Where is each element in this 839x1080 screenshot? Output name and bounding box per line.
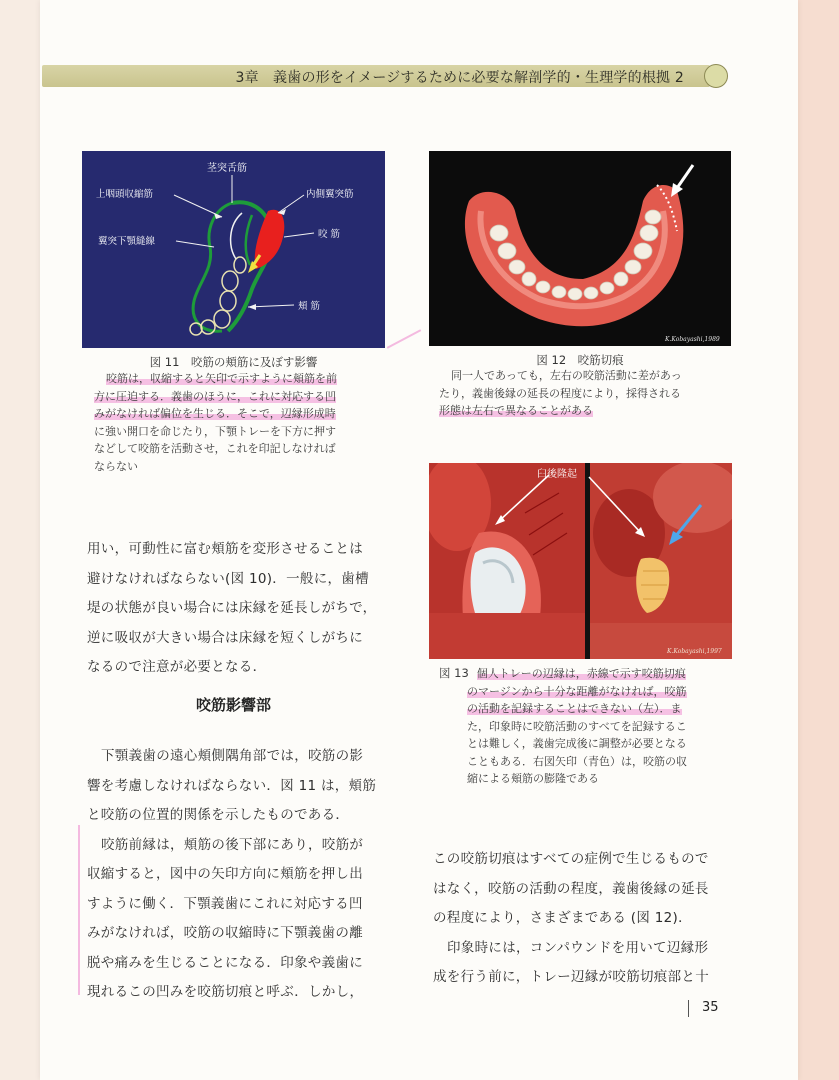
- fig11-caption-line-1: 咬筋は，収縮すると矢印で示すように頬筋を前: [106, 372, 337, 385]
- left-para2-line-6: すように働く．下顎義歯にこれに対応する凹: [87, 895, 363, 912]
- left-column-paragraph-1: [87, 535, 397, 683]
- figure-13-caption-title: 図 13: [439, 666, 469, 680]
- figure-11-caption-title: 図 11 咬筋の頬筋に及ぼす影響: [149, 355, 318, 369]
- right-column-paragraph: [433, 845, 743, 993]
- left-para2-line-8: 脱や痛みを生じることになる．印象や義歯に: [87, 954, 363, 971]
- figure-13-credit: K.Kobayashi,1997: [667, 648, 722, 655]
- fig11-caption-line-2: 方に圧迫する．義歯のほうに，これに対応する凹: [94, 389, 336, 403]
- page-number: 35: [702, 1000, 719, 1015]
- right-line-3: の程度により，さまざまである (図 12)．: [433, 910, 692, 926]
- fig11-caption-line-5: などして咬筋を活動させ，これを印記しなければ: [94, 442, 336, 455]
- figure-11-caption-body: [94, 370, 394, 475]
- fig12-caption-line-1: 同一人であっても，左右の咬筋活動に差があっ: [451, 369, 682, 382]
- pink-margin-line: [78, 825, 80, 995]
- label-pterygomandibular-raphe: 翼突下顎縫線: [98, 236, 156, 247]
- right-line-2: はなく，咬筋の活動の程度，義歯後縁の延長: [433, 880, 709, 897]
- chapter-header-title: 3章 義歯の形をイメージするために必要な解剖学的・生理学的根拠 2: [235, 70, 684, 86]
- label-medial-pterygoid: 内側翼突筋: [306, 189, 354, 200]
- section-heading-masseter-area: 咬筋影響部: [196, 696, 272, 714]
- label-superior-constrictor: 上咽頭収縮筋: [96, 189, 154, 200]
- page-number-separator: [688, 1000, 689, 1017]
- left-para1-line-4: 逆に吸収が大きい場合は床縁を短くしがちに: [87, 629, 363, 646]
- left-para1-line-5: なるので注意が必要となる．: [87, 659, 267, 675]
- figure-12-photo: [429, 151, 731, 346]
- left-margin: [0, 0, 40, 1080]
- fig13-caption-line-5: とは難しく，義歯完成後に調整が必要となる: [467, 737, 687, 750]
- left-para2-line-7: みがなければ，咬筋の収縮時に下顎義歯の離: [87, 925, 363, 941]
- label-buccinator: 頬 筋: [298, 301, 321, 312]
- figure-12-svg: [429, 151, 731, 346]
- left-para2-line-2: 響を考慮しなければならない．図 11 は，頬筋: [87, 777, 377, 794]
- left-para2-line-9: 現れるこの凹みを咬筋切痕と呼ぶ．しかし，: [87, 984, 364, 1000]
- figure-13-photo: [429, 463, 732, 659]
- figure-12-caption-body: [439, 367, 739, 420]
- figure-13-svg: [429, 463, 732, 659]
- fig13-caption-line-6: こともある．右図矢印（青色）は，咬筋の収: [467, 754, 687, 768]
- right-line-5: 成を行う前に，トレー辺縁が咬筋切痕部と十: [433, 969, 709, 985]
- fig11-caption-line-3: みがなければ偏位を生じる．そこで，辺縁形成時: [94, 407, 336, 420]
- fig12-caption-line-2: たり，義歯後縁の延長の程度により，採得される: [439, 386, 681, 400]
- right-line-1: この咬筋切痕はすべての症例で生じるもので: [433, 851, 709, 867]
- right-line-4: 印象時には，コンパウンドを用いて辺縁形: [447, 939, 709, 956]
- left-para1-line-2: 避けなければならない(図 10)．一般に，歯槽: [87, 570, 369, 587]
- left-para2-line-1: 下顎義歯の遠心頬側隅角部では，咬筋の影: [101, 748, 364, 764]
- figure-11-diagram: [82, 151, 385, 348]
- fig12-caption-line-3: 形態は左右で異なることがある: [439, 404, 593, 417]
- fig13-caption-line-4: た，印象時に咬筋活動のすべてを記録するこ: [467, 719, 687, 733]
- header-circle-ornament: [704, 64, 728, 88]
- figure-12-credit: K.Kobayashi,1989: [665, 336, 720, 343]
- fig11-caption-line-4: に強い開口を命じたり，下顎トレーを下方に押す: [94, 424, 336, 438]
- label-stylohyoid: 茎突舌筋: [207, 163, 247, 174]
- fig11-caption-line-6: ならない: [94, 459, 138, 473]
- figure-11-svg: [82, 151, 385, 348]
- right-margin: [798, 0, 839, 1080]
- chapter-header-bar: [42, 65, 710, 87]
- left-para2-line-4: 咬筋前縁は，頬筋の後下部にあり，咬筋が: [101, 836, 364, 853]
- fig13-caption-line-7: 縮による頬筋の膨隆である: [467, 772, 599, 785]
- fig13-caption-line-3: の活動を記録することはできない（左）．ま: [467, 702, 682, 715]
- left-para1-line-1: 用い，可動性に富む頬筋を変形させることは: [87, 541, 363, 557]
- figure-12-caption-title: 図 12 咬筋切痕: [536, 353, 624, 367]
- left-column-paragraph-2: [87, 742, 397, 1008]
- figure-13-label: 臼後隆起: [537, 469, 577, 480]
- left-para1-line-3: 堤の状態が良い場合には床縁を延長しがちで，: [87, 600, 377, 616]
- figure-13-caption-body: [439, 665, 739, 788]
- fig13-caption-line-2: のマージンから十分な距離がなければ，咬筋: [467, 684, 687, 698]
- left-para2-line-5: 収縮すると，図中の矢印方向に頬筋を押し出: [87, 866, 363, 882]
- fig13-caption-line-1: 個人トレーの辺縁は，赤線で示す咬筋切痕: [476, 667, 686, 680]
- left-para2-line-3: と咬筋の位置的関係を示したものである．: [87, 807, 350, 823]
- label-masseter: 咬 筋: [318, 229, 341, 240]
